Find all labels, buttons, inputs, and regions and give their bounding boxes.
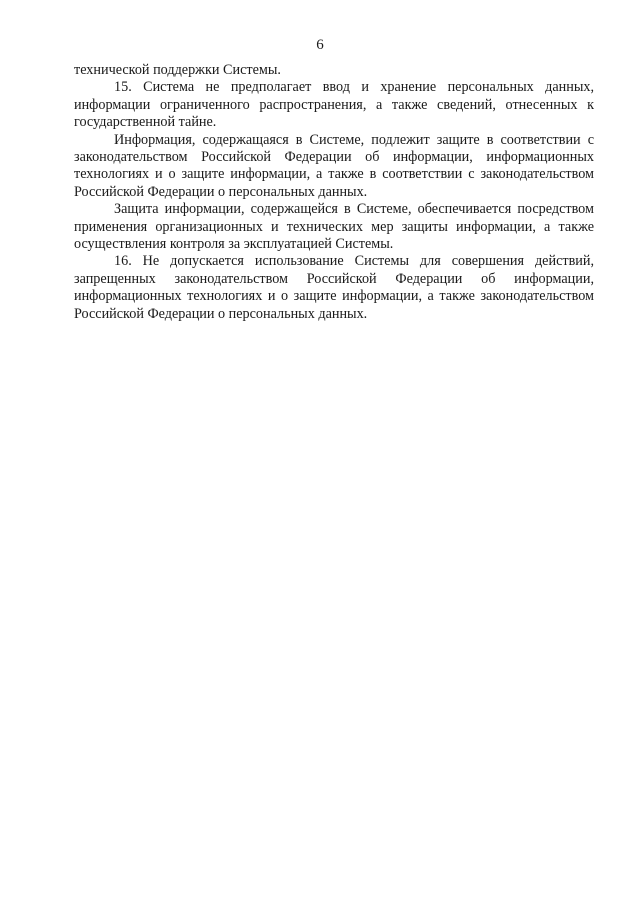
paragraph-item-15: 15. Система не предполагает ввод и хранение персональных данных, информации ограниченного распространения, а также сведений, отнесенных к государственной тайне. [74, 79, 594, 131]
document-body [74, 62, 594, 323]
paragraph-protection-measures: Защита информации, содержащейся в Системе, обеспечивается посредством применения организационных и технических мер защиты информации, а также осуществления контроля за эксплуатацией Системы. [74, 201, 594, 253]
paragraph-information-protection: Информация, содержащаяся в Системе, подлежит защите в соответствии с законодательством Российской Федерации об информации, информационных технологиях и о защите информации, а также в соответствии с законодательством Российской Федерации о персональных данных. [74, 131, 594, 200]
paragraph-item-16: 16. Не допускается использование Системы для совершения действий, запрещенных законодательством Российской Федерации об информации, информационных технологиях и о защите информации, а также законодательством Российской Федерации о персональных данных. [74, 253, 594, 322]
paragraph-continuation: технической поддержки Системы. [74, 62, 281, 78]
page-number: 6 [316, 37, 324, 53]
